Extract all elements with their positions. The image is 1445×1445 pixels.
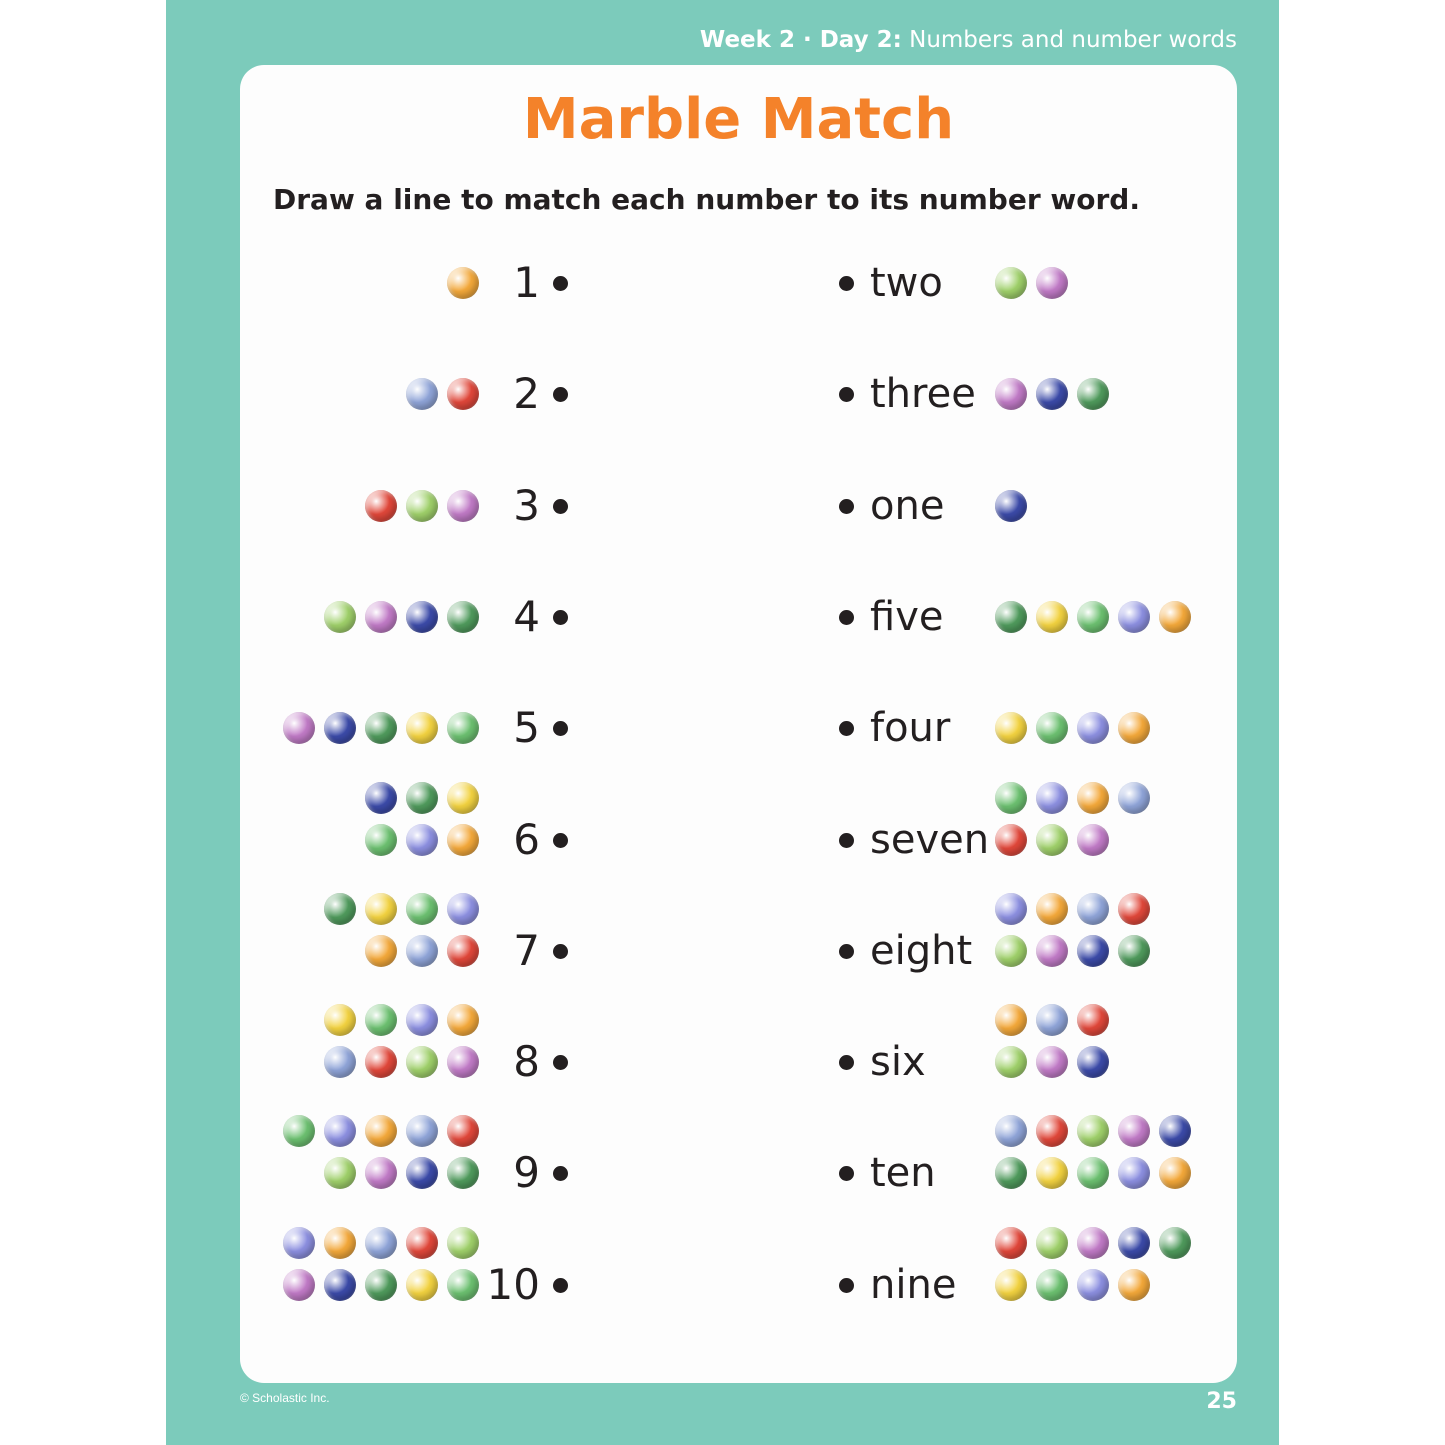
marble-icon: [365, 893, 397, 925]
marble-icon: [365, 601, 397, 633]
number-word-label: ten: [870, 1150, 936, 1197]
marble-icon: [1077, 782, 1109, 814]
marble-icon: [447, 1227, 479, 1259]
marble-icon: [324, 1157, 356, 1189]
number-label: 1: [513, 258, 540, 307]
marble-group: [995, 267, 1077, 309]
number-word-label: two: [870, 260, 943, 306]
number-label: 9: [513, 1148, 540, 1198]
marble-icon: [995, 1227, 1027, 1259]
number-word-label: nine: [870, 1261, 957, 1308]
worksheet-page: [166, 0, 1279, 1445]
word-match-dot[interactable]: [839, 944, 854, 959]
marble-icon: [995, 893, 1027, 925]
number-match-dot[interactable]: [553, 276, 568, 291]
marble-icon: [1118, 712, 1150, 744]
marble-icon: [365, 1115, 397, 1147]
marble-group: [995, 490, 1036, 532]
marble-icon: [995, 1004, 1027, 1036]
marble-icon: [1159, 1157, 1191, 1189]
marble-icon: [447, 1004, 479, 1036]
marble-icon: [1077, 935, 1109, 967]
number-word-label: five: [870, 593, 944, 640]
marble-group: [283, 1227, 488, 1311]
marble-group: [324, 893, 488, 977]
marble-icon: [406, 1157, 438, 1189]
marble-icon: [447, 712, 479, 744]
page-title: Marble Match: [522, 87, 955, 152]
marble-icon: [447, 935, 479, 967]
marble-group: [995, 782, 1159, 866]
marble-icon: [365, 712, 397, 744]
word-match-dot[interactable]: [839, 1278, 854, 1293]
marble-icon: [406, 1115, 438, 1147]
marble-icon: [283, 1115, 315, 1147]
marble-icon: [1036, 712, 1068, 744]
number-match-dot[interactable]: [553, 944, 568, 959]
marble-icon: [324, 712, 356, 744]
word-match-dot[interactable]: [839, 721, 854, 736]
marble-icon: [1077, 378, 1109, 410]
number-word-label: eight: [870, 927, 973, 974]
marble-icon: [447, 601, 479, 633]
number-match-dot[interactable]: [553, 1278, 568, 1293]
marble-icon: [365, 1269, 397, 1301]
marble-group: [283, 712, 488, 754]
marble-icon: [995, 1269, 1027, 1301]
number-label: 8: [513, 1037, 540, 1087]
marble-icon: [406, 824, 438, 856]
marble-icon: [1118, 935, 1150, 967]
marble-icon: [324, 893, 356, 925]
number-word-label: seven: [870, 816, 990, 863]
marble-icon: [406, 490, 438, 522]
page-header: [700, 27, 1237, 53]
marble-group: [995, 378, 1118, 420]
marble-icon: [1077, 1269, 1109, 1301]
marble-icon: [995, 267, 1027, 299]
marble-icon: [1036, 1115, 1068, 1147]
number-word-label: four: [870, 705, 951, 752]
marble-icon: [1118, 1115, 1150, 1147]
marble-icon: [447, 1046, 479, 1078]
number-label: 2: [513, 369, 540, 419]
header-week-day: Week 2 · Day 2:: [699, 27, 902, 53]
marble-icon: [995, 782, 1027, 814]
instructions: Draw a line to match each number to its number word.: [273, 183, 1140, 216]
marble-icon: [1036, 782, 1068, 814]
marble-icon: [447, 1157, 479, 1189]
marble-icon: [1036, 378, 1068, 410]
marble-icon: [1077, 1115, 1109, 1147]
marble-group: [365, 490, 488, 532]
word-match-dot[interactable]: [839, 499, 854, 514]
word-match-dot[interactable]: [839, 833, 854, 848]
marble-group: [406, 378, 488, 420]
number-match-dot[interactable]: [553, 721, 568, 736]
marble-group: [283, 1115, 488, 1199]
marble-icon: [365, 1046, 397, 1078]
marble-icon: [365, 1227, 397, 1259]
marble-icon: [1036, 824, 1068, 856]
word-match-dot[interactable]: [839, 387, 854, 402]
marble-group: [447, 267, 488, 309]
marble-icon: [1036, 1004, 1068, 1036]
marble-icon: [1159, 601, 1191, 633]
marble-icon: [365, 935, 397, 967]
marble-icon: [1118, 601, 1150, 633]
marble-icon: [324, 1227, 356, 1259]
marble-group: [995, 1227, 1200, 1311]
number-match-dot[interactable]: [553, 499, 568, 514]
marble-icon: [1077, 601, 1109, 633]
marble-icon: [1077, 712, 1109, 744]
marble-icon: [447, 893, 479, 925]
marble-icon: [447, 378, 479, 410]
marble-icon: [1118, 782, 1150, 814]
copyright: © Scholastic Inc.: [240, 1391, 330, 1405]
marble-group: [995, 893, 1159, 977]
marble-icon: [447, 1115, 479, 1147]
marble-icon: [1036, 267, 1068, 299]
marble-icon: [447, 1269, 479, 1301]
marble-icon: [324, 1115, 356, 1147]
number-word-label: one: [870, 482, 945, 529]
marble-icon: [283, 712, 315, 744]
marble-icon: [324, 1046, 356, 1078]
marble-icon: [1036, 1269, 1068, 1301]
marble-icon: [1077, 1046, 1109, 1078]
number-label: 7: [513, 925, 540, 975]
marble-icon: [324, 1004, 356, 1036]
number-label: 3: [513, 480, 540, 530]
marble-group: [995, 712, 1159, 754]
marble-icon: [1036, 1227, 1068, 1259]
number-word-label: three: [870, 371, 976, 418]
marble-icon: [995, 490, 1027, 522]
marble-icon: [1036, 1157, 1068, 1189]
marble-icon: [995, 378, 1027, 410]
word-match-dot[interactable]: [839, 610, 854, 625]
marble-icon: [324, 1269, 356, 1301]
marble-icon: [995, 601, 1027, 633]
number-word-label: six: [870, 1039, 926, 1086]
word-match-dot[interactable]: [839, 276, 854, 291]
marble-icon: [406, 782, 438, 814]
word-match-dot[interactable]: [839, 1166, 854, 1181]
marble-group: [324, 1004, 488, 1088]
marble-icon: [365, 1157, 397, 1189]
marble-icon: [406, 712, 438, 744]
marble-icon: [447, 490, 479, 522]
marble-icon: [406, 601, 438, 633]
marble-icon: [406, 1004, 438, 1036]
marble-icon: [1159, 1227, 1191, 1259]
marble-icon: [995, 1157, 1027, 1189]
marble-icon: [995, 935, 1027, 967]
marble-icon: [1118, 1227, 1150, 1259]
marble-icon: [406, 893, 438, 925]
header-topic: Numbers and number words: [909, 27, 1237, 53]
marble-icon: [995, 824, 1027, 856]
page-number: 25: [1206, 1389, 1237, 1414]
marble-icon: [1077, 893, 1109, 925]
marble-icon: [447, 824, 479, 856]
number-match-dot[interactable]: [553, 387, 568, 402]
marble-icon: [283, 1269, 315, 1301]
marble-icon: [1077, 824, 1109, 856]
marble-icon: [283, 1227, 315, 1259]
marble-icon: [995, 1115, 1027, 1147]
marble-icon: [995, 1046, 1027, 1078]
marble-icon: [447, 782, 479, 814]
number-label: 5: [513, 703, 540, 753]
marble-group: [324, 601, 488, 643]
marble-icon: [1077, 1227, 1109, 1259]
marble-icon: [447, 267, 479, 299]
number-label: 10: [486, 1259, 540, 1309]
marble-icon: [365, 1004, 397, 1036]
marble-group: [365, 782, 488, 866]
marble-icon: [365, 824, 397, 856]
marble-icon: [406, 1269, 438, 1301]
marble-icon: [324, 601, 356, 633]
number-match-dot[interactable]: [553, 1055, 568, 1070]
marble-icon: [1159, 1115, 1191, 1147]
marble-icon: [1036, 601, 1068, 633]
marble-icon: [406, 378, 438, 410]
marble-icon: [406, 1227, 438, 1259]
marble-icon: [1036, 893, 1068, 925]
marble-group: [995, 1004, 1118, 1088]
marble-icon: [1118, 1157, 1150, 1189]
number-match-dot[interactable]: [553, 610, 568, 625]
number-match-dot[interactable]: [553, 833, 568, 848]
marble-icon: [406, 935, 438, 967]
marble-icon: [1118, 893, 1150, 925]
number-label: 4: [513, 591, 540, 641]
marble-icon: [365, 490, 397, 522]
marble-icon: [365, 782, 397, 814]
marble-icon: [1036, 935, 1068, 967]
number-label: 6: [513, 814, 540, 864]
number-match-dot[interactable]: [553, 1166, 568, 1181]
marble-icon: [1077, 1157, 1109, 1189]
marble-icon: [1036, 1046, 1068, 1078]
marble-group: [995, 601, 1200, 643]
word-match-dot[interactable]: [839, 1055, 854, 1070]
marble-icon: [995, 712, 1027, 744]
marble-icon: [1077, 1004, 1109, 1036]
marble-icon: [1118, 1269, 1150, 1301]
worksheet-card: [240, 65, 1237, 1383]
marble-group: [995, 1115, 1200, 1199]
marble-icon: [406, 1046, 438, 1078]
